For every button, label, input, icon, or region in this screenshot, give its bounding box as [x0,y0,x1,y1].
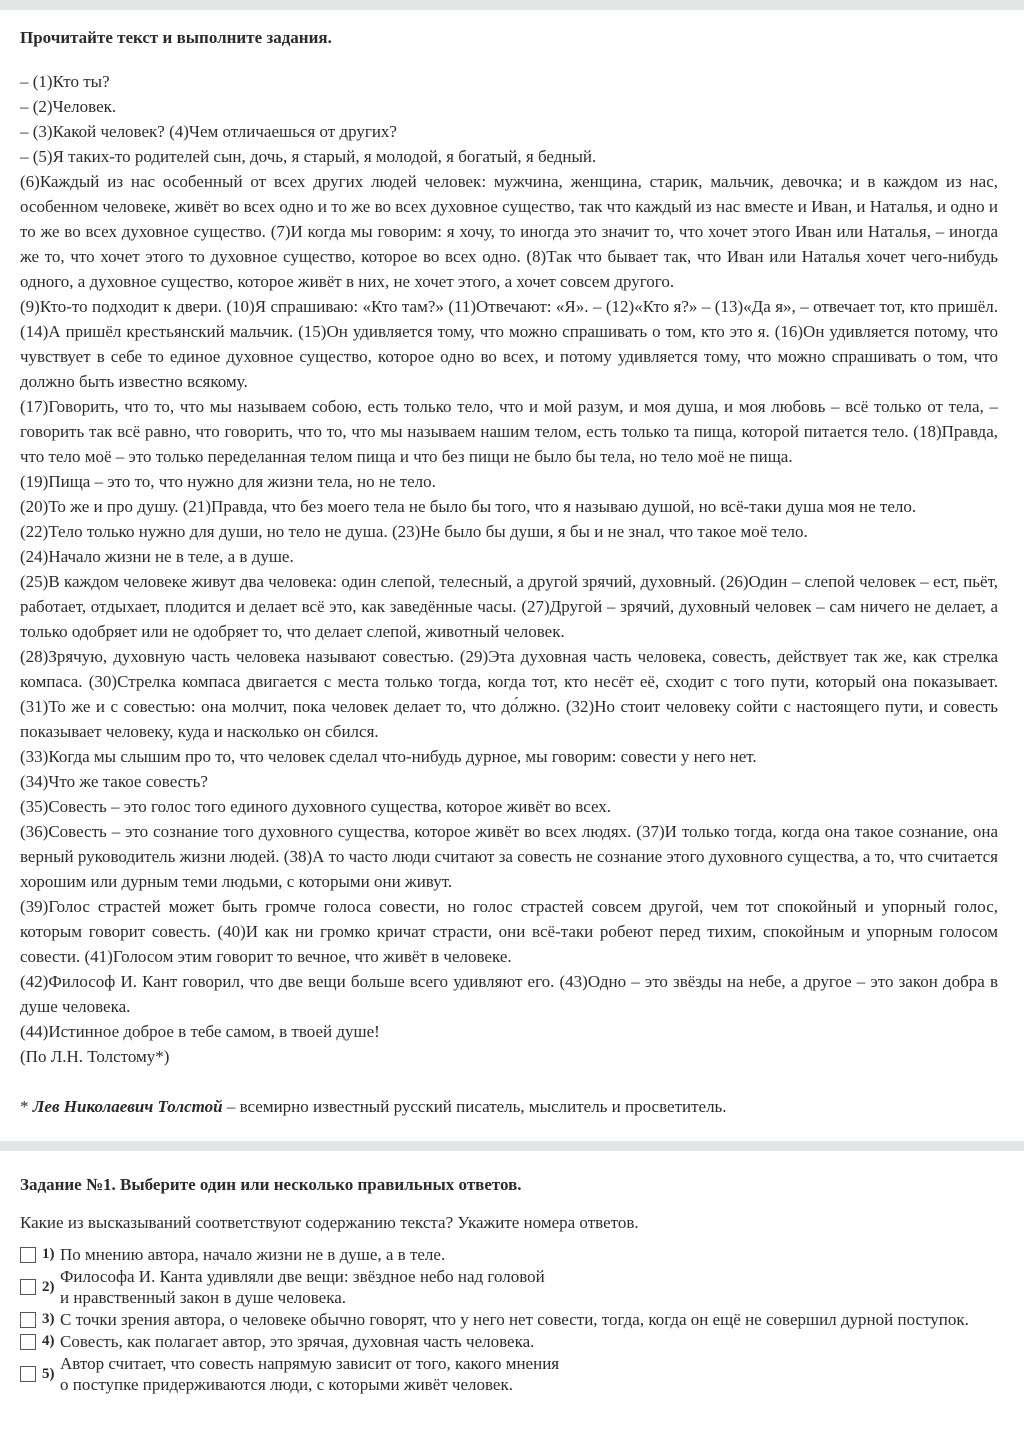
text-paragraph: (35)Совесть – это голос того единого духовного существа, которое живёт во всех. [20,797,612,816]
reading-heading: Прочитайте текст и выполните задания. [20,28,332,47]
option-text-line: Философа И. Канта удивляли две вещи: звёздное небо над головой [60,1267,545,1286]
source-attribution: (По Л.Н. Толстому*) [20,1047,170,1066]
option-text-line: о поступке придерживаются люди, с которыми живёт человек. [60,1375,513,1394]
text-paragraph: (39)Голос страстей может быть громче голоса совести, но голос страстей совсем другой, чем тот спокойный и упорный голос, которым говорит совесть. (40)И как ни громко кричат страсти, они всё-таки робеют перед тихим, спокойным и упорным голосом совести. (41)Голосом этим говорит то вечное, что живёт в человеке. [20,897,998,966]
text-paragraph: (17)Говорить, что то, что мы называем собою, есть только тело, что и мой разум, и моя душа, и моя любовь – всё только от тела, – говорить так всё равно, что говорить, что то, что мы называем нашим телом, есть только та пища, которой питается тело. (18)Правда, что тело моё – это только переделанная телом пища и что без пищи не было бы тела, но тело моё не пища. [20,397,998,466]
text-paragraph: – (3)Какой человек? (4)Чем отличаешься от других? [20,122,397,141]
option-text [60,1331,998,1352]
task-section [0,1151,1024,1395]
text-paragraph: (9)Кто-то подходит к двери. (10)Я спрашиваю: «Кто там?» (11)Отвечают: «Я». – (12)«Кто я?» – (13)«Да я», – отвечает тот, кто пришёл. (14)А пришёл крестьянский мальчик. (15)Он удивляется тому, что можно спрашивать о том, кто это я. (16)Он удивляется потому, что чувствует в себе то единое духовное существо, которое одно во всех, и потому удивляется тому, что можно спрашивать о том, что должно быть известно всякому. [20,297,998,391]
option-text-line: и нравственный закон в душе человека. [60,1288,346,1307]
option-number: 2) [42,1278,55,1295]
text-paragraph: (20)То же и про душу. (21)Правда, что без моего тела не было бы того, что я называю душой, но всё-таки душа моя не тело. [20,497,917,516]
footnote [20,1094,998,1119]
text-paragraph: (34)Что же такое совесть? [20,772,208,791]
answer-option[interactable] [20,1331,998,1352]
option-text-line: Автор считает, что совесть напрямую зависит от того, какого мнения [60,1354,560,1373]
text-paragraph: (44)Истинное доброе в тебе самом, в твоей душе! [20,1022,380,1041]
answer-checkbox[interactable] [20,1312,36,1328]
answer-option[interactable] [20,1244,998,1265]
answer-option[interactable] [20,1266,998,1308]
text-paragraph: (28)Зрячую, духовную часть человека называют совестью. (29)Эта духовная часть человека, совесть, действует так же, как стрелка компаса. (30)Стрелка компаса двигается с места только тогда, когда тот, кто несёт её, сходит с того пути, который она показывает. (31)То же и с совестью: она молчит, пока человек делает то, что до́лжно. (32)Но стоит человеку сойти с настоящего пути, и совесть показывает человеку, куда и насколько он сбился. [20,647,998,741]
text-paragraph: – (1)Кто ты? [20,72,110,91]
answer-checkbox[interactable] [20,1247,36,1263]
text-paragraph: (33)Когда мы слышим про то, что человек сделал что-нибудь дурное, мы говорим: совести у него нет. [20,747,757,766]
option-number: 4) [42,1333,55,1349]
text-paragraph: (22)Тело только нужно для души, но тело не душа. (23)Не было бы души, я бы и не знал, что такое моё тело. [20,522,808,541]
answer-option[interactable] [20,1353,998,1395]
task-question: Какие из высказываний соответствуют содержанию текста? Укажите номера ответов. [20,1213,639,1232]
option-number: 3) [42,1311,55,1327]
option-text [60,1244,998,1265]
text-paragraphs [20,69,998,1069]
task-title: Задание №1. Выберите один или несколько правильных ответов. [20,1175,522,1194]
option-number: 1) [42,1246,55,1262]
option-text-line: Совесть, как полагает автор, это зрячая, духовная часть человека. [60,1332,535,1351]
footnote-marker: * [20,1097,33,1116]
option-text [60,1309,998,1330]
option-text [60,1266,998,1308]
answer-option[interactable] [20,1309,998,1330]
text-paragraph: (19)Пища – это то, что нужно для жизни тела, но не тело. [20,472,436,491]
text-paragraph: (6)Каждый из нас особенный от всех других людей человек: мужчина, женщина, старик, мальчик, девочка; и в каждом из нас, особенном человеке, живёт во всех одно и то же во всех духовное существо, так что каждый из нас вместе и Иван, и Наталья, и одно и то же во всех духовное существо. (7)И когда мы говорим: я хочу, то иногда это значит то, что хочет этого Иван или Наталья, – иногда же то, что хочет этого то духовное существо, которое во всех одно. (8)Так что бывает так, что Иван или Наталья хочет чего-нибудь одного, а духовное существо, которое живёт в них, не хочет этого, а хочет совсем другого. [20,172,998,291]
answer-options [20,1244,998,1395]
top-divider [0,0,1024,10]
text-paragraph: – (5)Я таких-то родителей сын, дочь, я старый, я молодой, я богатый, я бедный. [20,147,597,166]
reading-text-section [0,10,1024,1119]
text-paragraph: (25)В каждом человеке живут два человека: один слепой, телесный, а другой зрячий, духовный. (26)Один – слепой человек – ест, пьёт, работает, отдыхает, плодится и делает всё это, как заведённые часы. (27)Другой – зрячий, духовный человек – сам ничего не делает, а только одобряет или не одобряет то, что делает слепой, животный человек. [20,572,998,641]
option-text-line: С точки зрения автора, о человеке обычно говорят, что у него нет совести, тогда, когда он ещё не совершил дурной поступок. [60,1310,969,1329]
option-text [60,1353,998,1395]
footnote-author: Лев Николаевич Толстой [32,1097,223,1116]
answer-checkbox[interactable] [20,1334,36,1350]
footnote-text: – всемирно известный русский писатель, мыслитель и просветитель. [222,1097,727,1116]
option-text-line: По мнению автора, начало жизни не в душе, а в теле. [60,1245,446,1264]
text-paragraph: (36)Совесть – это сознание того духовного существа, которое живёт во всех людях. (37)И только тогда, когда она такое сознание, она верный руководитель жизни людей. (38)А то часто люди считают за совесть не сознание этого духовного существа, а то, что считается хорошим или дурным теми людьми, с которыми они живут. [20,822,998,891]
answer-checkbox[interactable] [20,1366,36,1382]
section-divider [0,1141,1024,1151]
option-number: 5) [42,1365,55,1382]
text-paragraph: (42)Философ И. Кант говорил, что две вещи больше всего удивляют его. (43)Одно – это звёзды на небе, а другое – это закон добра в душе человека. [20,972,998,1016]
text-paragraph: – (2)Человек. [20,97,117,116]
text-paragraph: (24)Начало жизни не в теле, а в душе. [20,547,294,566]
answer-checkbox[interactable] [20,1279,36,1295]
